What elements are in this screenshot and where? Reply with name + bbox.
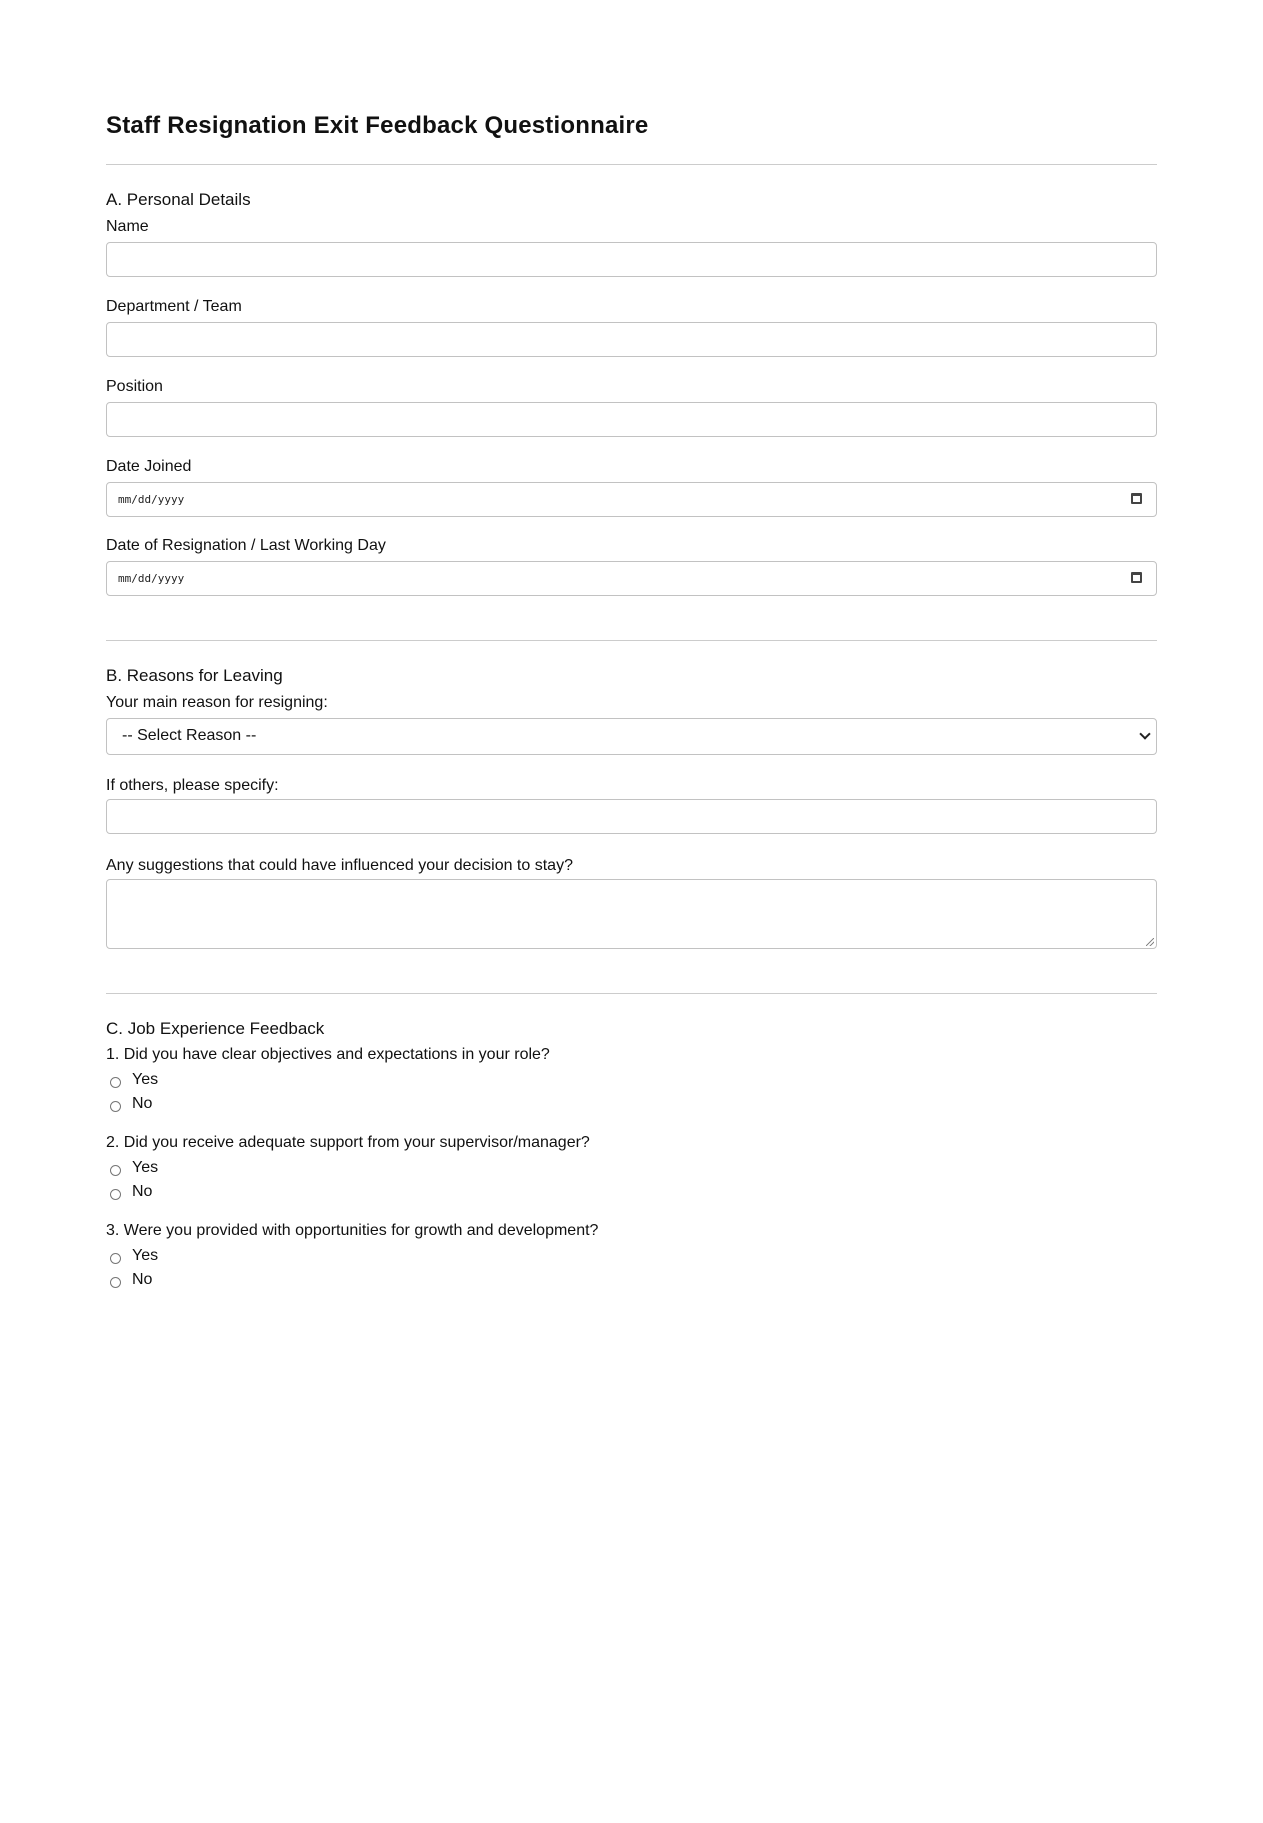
main-reason-select[interactable] bbox=[106, 718, 1157, 755]
calendar-icon[interactable] bbox=[1131, 493, 1142, 504]
calendar-icon[interactable] bbox=[1131, 572, 1142, 583]
divider bbox=[106, 640, 1157, 641]
radio-label: Yes bbox=[132, 1071, 159, 1088]
name-input[interactable] bbox=[106, 242, 1157, 277]
question-1: 1. Did you have clear objectives and expectations in your role? bbox=[106, 1046, 550, 1063]
section-title-reasons: B. Reasons for Leaving bbox=[106, 666, 283, 685]
radio-button[interactable] bbox=[110, 1101, 121, 1112]
others-label: If others, please specify: bbox=[106, 777, 279, 794]
date-joined-label: Date Joined bbox=[106, 458, 192, 475]
q3-yes-option[interactable] bbox=[110, 1246, 158, 1266]
resignation-date-input[interactable] bbox=[106, 561, 1157, 596]
position-input[interactable] bbox=[106, 402, 1157, 437]
divider bbox=[106, 164, 1157, 165]
radio-button[interactable] bbox=[110, 1077, 121, 1088]
resize-handle-icon[interactable] bbox=[1146, 938, 1154, 946]
divider bbox=[106, 993, 1157, 994]
q1-yes-option[interactable] bbox=[110, 1070, 158, 1090]
suggestions-textarea[interactable] bbox=[106, 879, 1157, 949]
q2-no-option[interactable] bbox=[110, 1182, 152, 1202]
department-input[interactable] bbox=[106, 322, 1157, 357]
department-label: Department / Team bbox=[106, 298, 242, 315]
question-3: 3. Were you provided with opportunities for growth and development? bbox=[106, 1222, 599, 1239]
page-title: Staff Resignation Exit Feedback Questionnaire bbox=[106, 112, 649, 139]
resignation-date-label: Date of Resignation / Last Working Day bbox=[106, 537, 386, 554]
date-joined-placeholder: mm/dd/yyyy bbox=[118, 493, 185, 506]
radio-label: Yes bbox=[132, 1247, 159, 1264]
section-title-experience: C. Job Experience Feedback bbox=[106, 1019, 325, 1038]
radio-label: No bbox=[132, 1183, 153, 1200]
radio-button[interactable] bbox=[110, 1253, 121, 1264]
others-input[interactable] bbox=[106, 799, 1157, 834]
q1-no-option[interactable] bbox=[110, 1094, 152, 1114]
suggestions-label: Any suggestions that could have influenced your decision to stay? bbox=[106, 857, 573, 874]
main-reason-selected-value: -- Select Reason -- bbox=[122, 727, 257, 744]
q3-no-option[interactable] bbox=[110, 1270, 152, 1290]
radio-label: No bbox=[132, 1271, 153, 1288]
resignation-date-placeholder: mm/dd/yyyy bbox=[118, 572, 185, 585]
q2-yes-option[interactable] bbox=[110, 1158, 158, 1178]
radio-button[interactable] bbox=[110, 1189, 121, 1200]
radio-button[interactable] bbox=[110, 1165, 121, 1176]
radio-button[interactable] bbox=[110, 1277, 121, 1288]
position-label: Position bbox=[106, 378, 163, 395]
section-title-personal: A. Personal Details bbox=[106, 190, 251, 209]
radio-label: No bbox=[132, 1095, 153, 1112]
radio-label: Yes bbox=[132, 1159, 159, 1176]
date-joined-input[interactable] bbox=[106, 482, 1157, 517]
chevron-down-icon bbox=[1139, 728, 1150, 739]
question-2: 2. Did you receive adequate support from your supervisor/manager? bbox=[106, 1134, 590, 1151]
main-reason-label: Your main reason for resigning: bbox=[106, 694, 328, 711]
name-label: Name bbox=[106, 218, 149, 235]
